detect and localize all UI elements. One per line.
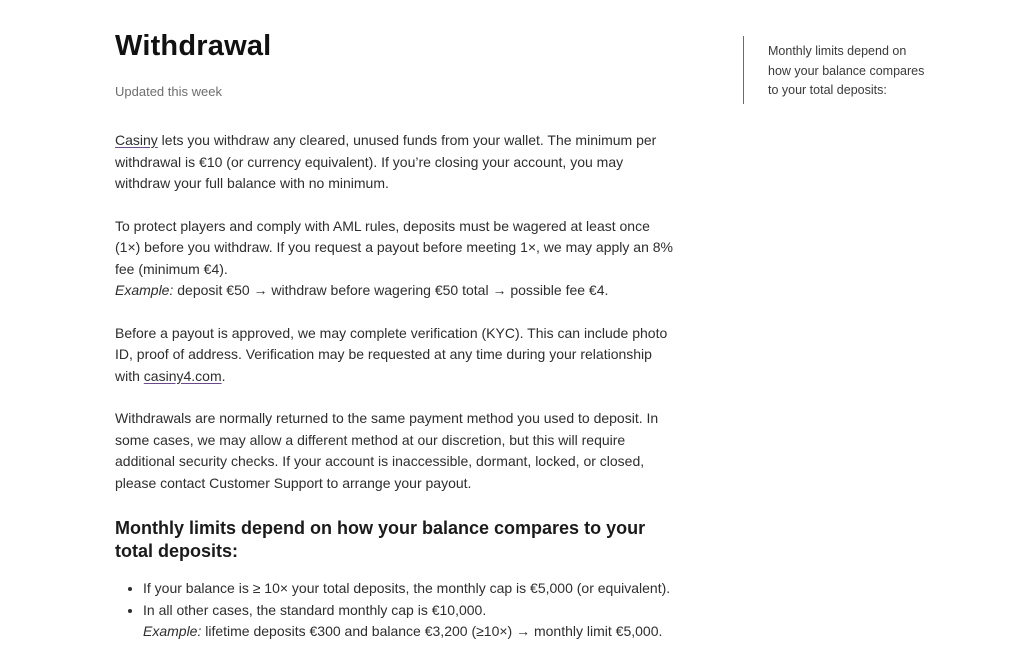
article (115, 28, 675, 643)
paragraph-verification-end: . (221, 367, 226, 384)
casiny-link[interactable]: Casiny (115, 132, 158, 148)
list-item (143, 578, 675, 600)
list-item (143, 600, 675, 643)
limits-example-text: lifetime deposits €300 and balance €3,200 (≥10×) → monthly limit €5,000. (201, 623, 663, 639)
aml-example-text: deposit €50 → withdraw before wagering €50 total → possible fee €4. (173, 282, 609, 298)
paragraph-withdrawal-intro (115, 130, 675, 195)
sidebar-note-box (743, 36, 938, 104)
paragraph-withdrawal-intro-text: lets you withdraw any cleared, unused funds from your wallet. The minimum per withdrawal is €10 (or currency equivalent). If you’re closing your account, you may withdraw your full balance with no minimum. (115, 132, 657, 191)
paragraph-payment-method-text: Withdrawals are normally returned to the same payment method you used to deposit. In some cases, we may allow a different method at our discretion, but this will require additional security checks. If your account is inaccessible, dormant, locked, or closed, please contact Customer Support to arrange your payout. (115, 410, 659, 491)
paragraph-verification (115, 323, 675, 388)
limits-example-label: Example: (143, 623, 202, 639)
limit-high-balance-text: If your balance is ≥ 10× your total deposits, the monthly cap is €5,000 (or equivalent). (143, 580, 671, 596)
monthly-limits-heading: Monthly limits depend on how your balance compares to your total deposits: (115, 518, 646, 561)
paragraph-verification-text: Before a payout is approved, we may complete verification (KYC). This can include photo ID, proof of address. Verification may be requested at any time during your relationship with (115, 324, 668, 384)
limit-standard-text: In all other cases, the standard monthly cap is €10,000. (143, 601, 487, 618)
sidebar-note: Monthly limits depend on how your balance compares to your total deposits: (768, 44, 925, 97)
paragraph-aml-rules (115, 216, 675, 281)
monthly-limits-list (115, 578, 675, 643)
paragraph-payment-method (115, 408, 675, 494)
aml-example (115, 280, 675, 302)
paragraph-aml-rules-text: To protect players and comply with AML rules, deposits must be wagered at least once (1×) before you withdraw. If you request a payout before meeting 1×, we may apply an 8% fee (minimum €4). (115, 217, 673, 277)
updated-label: Updated this week (115, 84, 222, 99)
page-title: Withdrawal (115, 30, 272, 62)
casiny4-link[interactable]: casiny4.com (143, 367, 222, 384)
aml-example-label: Example: (115, 282, 174, 298)
